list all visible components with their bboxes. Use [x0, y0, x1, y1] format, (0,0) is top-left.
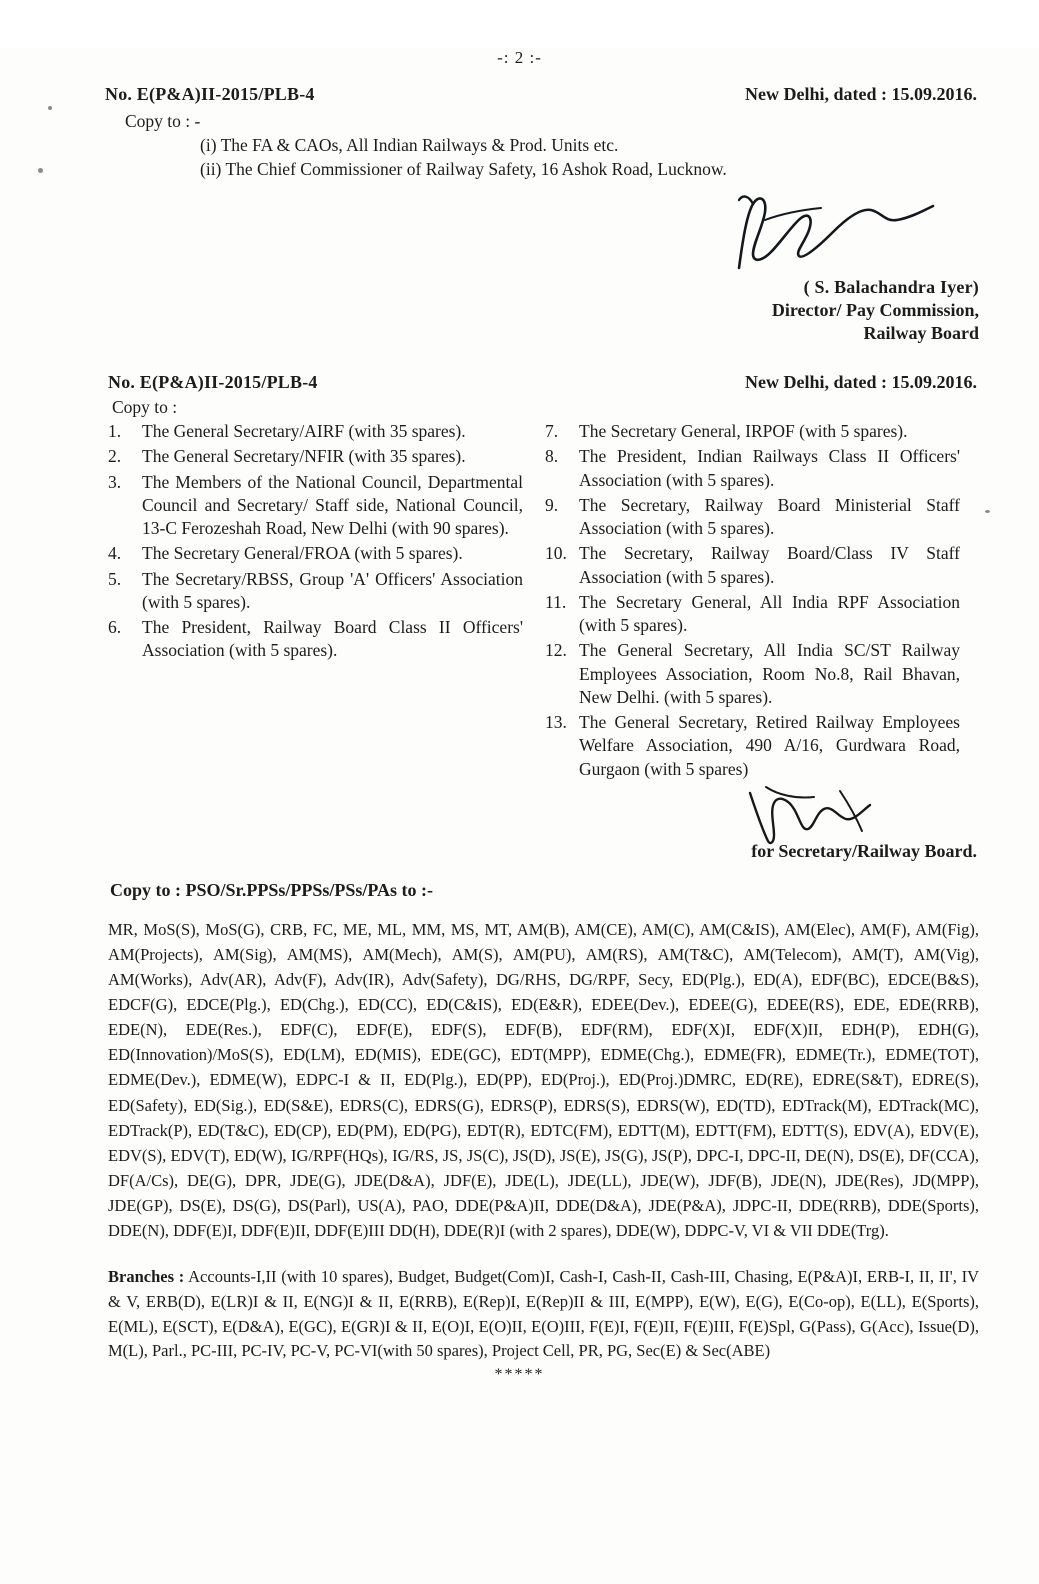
copy-to-label-1: Copy to : -	[125, 111, 201, 131]
list-item	[545, 445, 960, 492]
scan-speck	[38, 168, 43, 173]
list-item-text: The Secretary, Railway Board Ministerial Staff Association (with 5 spares).	[579, 494, 960, 539]
list-item-text: The Secretary General, IRPOF (with 5 spares).	[579, 421, 908, 441]
header-row-2	[108, 372, 977, 393]
scan-speck	[48, 106, 52, 110]
list-item-text: The Secretary, Railway Board/Class IV Staff Association (with 5 spares).	[579, 543, 960, 587]
list-item-text: The President, Indian Railways Class II Officers' Association (with 5 spares).	[579, 446, 960, 490]
list-item	[545, 420, 960, 443]
list-item	[108, 445, 523, 468]
list-item	[545, 639, 960, 709]
branches-section	[108, 1265, 979, 1364]
list-item-text: The Members of the National Council, Departmental Council and Secretary/ Staff side, National Council, 13-C Ferozeshah Road, New Delhi (with 90 spares).	[142, 471, 523, 539]
list-item-number: 6.	[108, 617, 122, 638]
list-item-number: 5.	[108, 568, 122, 589]
list-item-text: The Secretary General/FROA (with 5 spares).	[142, 543, 463, 564]
list-item-text: The General Secretary/NFIR (with 35 spares).	[142, 446, 466, 467]
list-item-number: 13.	[545, 712, 567, 733]
branches-body: Accounts-I,II (with 10 spares), Budget, Budget(Com)I, Cash-I, Cash-II, Cash-III, Chasing, E(P&A)I, ERB-I, II, II', IV & V, ERB(D), E(LR)I & II, E(NG)I & II, E(RRB), E(Rep)I, E(Rep)II & III, E(MPP), E(W), E(G), E(Co-op), E(LL), E(Sports), E(ML), E(SCT), E(D&A), E(GC), E(GR)I & II, E(O)I, E(O)II, E(O)III, F(E)I, F(E)II, F(E)III, F(E)Spl, G(Pass), G(Acc), Issue(D), M(L), Parl., PC-III, PC-IV, PC-V, PC-VI(with 50 spares), Project Cell, PR, PG, Sec(E) & Sec(ABE)	[108, 1267, 979, 1361]
list-item-text: The Secretary/RBSS, Group 'A' Officers' Association (with 5 spares).	[142, 568, 523, 612]
list-item-number: 2.	[108, 446, 122, 467]
list-item-number: 7.	[545, 421, 559, 441]
list-item	[108, 471, 523, 541]
list-item-number: 1.	[108, 421, 122, 441]
list-item-text: The General Secretary/AIRF (with 35 spares).	[142, 421, 466, 441]
distribution-right-column	[545, 420, 960, 783]
page-marker: -: 2 :-	[497, 48, 542, 67]
list-item	[108, 542, 523, 565]
place-date-2: New Delhi, dated : 15.09.2016.	[745, 372, 977, 392]
signature-block-2	[0, 789, 1039, 841]
pso-distribution-body: MR, MoS(S), MoS(G), CRB, FC, ME, ML, MM, MS, MT, AM(B), AM(CE), AM(C), AM(C&IS), AM(Elec), AM(F), AM(Fig), AM(Projects), AM(Sig), AM(MS), AM(Mech), AM(S), AM(PU), AM(RS), AM(T&C), AM(Telecom), AM(T), AM(Vig), AM(Works), Adv(AR), Adv(F), Adv(IR), Adv(Safety), DG/RHS, DG/RPF, Secy, ED(Plg.), ED(A), EDF(BC), EDCE(B&S), EDCF(G), EDCE(Plg.), ED(Chg.), ED(CC), ED(C&IS), ED(E&R), EDEE(Dev.), EDEE(G), EDEE(RS), EDE, EDE(RRB), EDE(N), EDE(Res.), EDF(C), EDF(E), EDF(S), EDF(B), EDF(RM), EDF(X)I, EDF(X)II, EDH(P), EDH(G), ED(Innovation)/MoS(S), ED(LM), ED(MIS), EDE(GC), EDT(MPP), EDME(Chg.), EDME(FR), EDME(Tr.), EDME(TOT), EDME(Dev.), EDME(W), EDPC-I & II, ED(Plg.), ED(PP), ED(Proj.), ED(Proj.)DMRC, ED(RE), EDRE(S&T), EDRE(S), ED(Safety), ED(Sig.), ED(S&E), EDRS(C), EDRS(G), EDRS(P), EDRS(S), EDRS(W), ED(TD), EDTrack(M), EDTrack(MC), EDTrack(P), ED(T&C), ED(CP), ED(PM), ED(PG), EDT(R), EDTC(FM), EDTT(M), EDTT(FM), EDTT(S), EDV(A), EDV(E), EDV(S), EDV(T), ED(W), IG/RPF(HQs), IG/RS, JS, JS(C), JS(D), JS(E), JS(G), JS(P), DPC-I, DPC-II, DE(N), DS(E), DF(CCA), DF(A/Cs), DE(G), DPR, JDE(G), JDE(D&A), JDF(E), JDE(L), JDE(LL), JDE(W), JDF(B), JDE(N), JDE(Res), JD(MPP), JDE(GP), DS(E), DS(G), DS(Parl), US(A), PAO, DDE(P&A)II, DDE(D&A), JDE(P&A), JDPC-II, DDE(RRB), DDE(Sports), DDE(N), DDF(E)I, DDF(E)II, DDF(E)III DD(H), DDE(R)I (with 2 spares), DDE(W), DDPC-V, VI & VII DDE(Trg).	[108, 919, 979, 1240]
file-number-1: No. E(P&A)II-2015/PLB-4	[105, 84, 315, 104]
list-item	[108, 568, 523, 615]
handwritten-signature-icon	[709, 190, 939, 275]
signatory-designation: Director/ Pay Commission,	[771, 300, 979, 320]
copy-item-ii: (ii) The Chief Commissioner of Railway Safety, 16 Ashok Road, Lucknow.	[200, 159, 727, 179]
signatory-name: ( S. Balachandra Iyer)	[803, 277, 979, 297]
signatory-organisation: Railway Board	[863, 323, 979, 343]
branches-label: Branches :	[108, 1267, 185, 1286]
list-item	[545, 542, 960, 589]
handwritten-signature-icon	[744, 785, 894, 847]
list-item-number: 8.	[545, 446, 559, 467]
list-item	[108, 616, 523, 663]
copy-to-label-2: Copy to :	[112, 397, 178, 417]
signature-block-1	[0, 190, 1039, 344]
place-date-1: New Delhi, dated : 15.09.2016.	[745, 84, 977, 104]
list-item-text: The President, Railway Board Class II Officers' Association (with 5 spares).	[142, 617, 523, 661]
list-item	[545, 711, 960, 781]
list-item-number: 4.	[108, 543, 122, 564]
scan-speck	[985, 510, 990, 513]
distribution-left-column	[108, 420, 523, 783]
list-item-number: 12.	[545, 640, 567, 661]
for-secretary-label: for Secretary/Railway Board.	[751, 840, 977, 861]
copy-item-i: (i) The FA & CAOs, All Indian Railways & Prod. Units etc.	[200, 135, 619, 155]
list-item-number: 10.	[545, 543, 567, 564]
list-item-text: The General Secretary, Retired Railway Employees Welfare Association, 490 A/16, Gurdwara Road, Gurgaon (with 5 spares)	[579, 712, 960, 779]
file-number-2: No. E(P&A)II-2015/PLB-4	[108, 372, 318, 392]
list-item	[108, 420, 523, 443]
document-page	[0, 48, 1039, 1584]
list-item	[545, 494, 960, 541]
footer-stars: *****	[494, 1366, 545, 1383]
list-item-text: The General Secretary, All India SC/ST Railway Employees Association, Room No.8, Rail Bhavan, New Delhi. (with 5 spares).	[579, 640, 960, 707]
list-item-number: 3.	[108, 471, 122, 492]
list-item	[545, 591, 960, 638]
list-item-text: The Secretary General, All India RPF Association (with 5 spares).	[579, 591, 960, 636]
header-row-1	[105, 84, 977, 105]
distribution-list	[108, 420, 984, 783]
pso-copy-heading: Copy to : PSO/Sr.PPSs/PPSs/PSs/PAs to :-	[110, 879, 434, 900]
list-item-number: 9.	[545, 494, 559, 515]
list-item-number: 11.	[545, 591, 567, 612]
